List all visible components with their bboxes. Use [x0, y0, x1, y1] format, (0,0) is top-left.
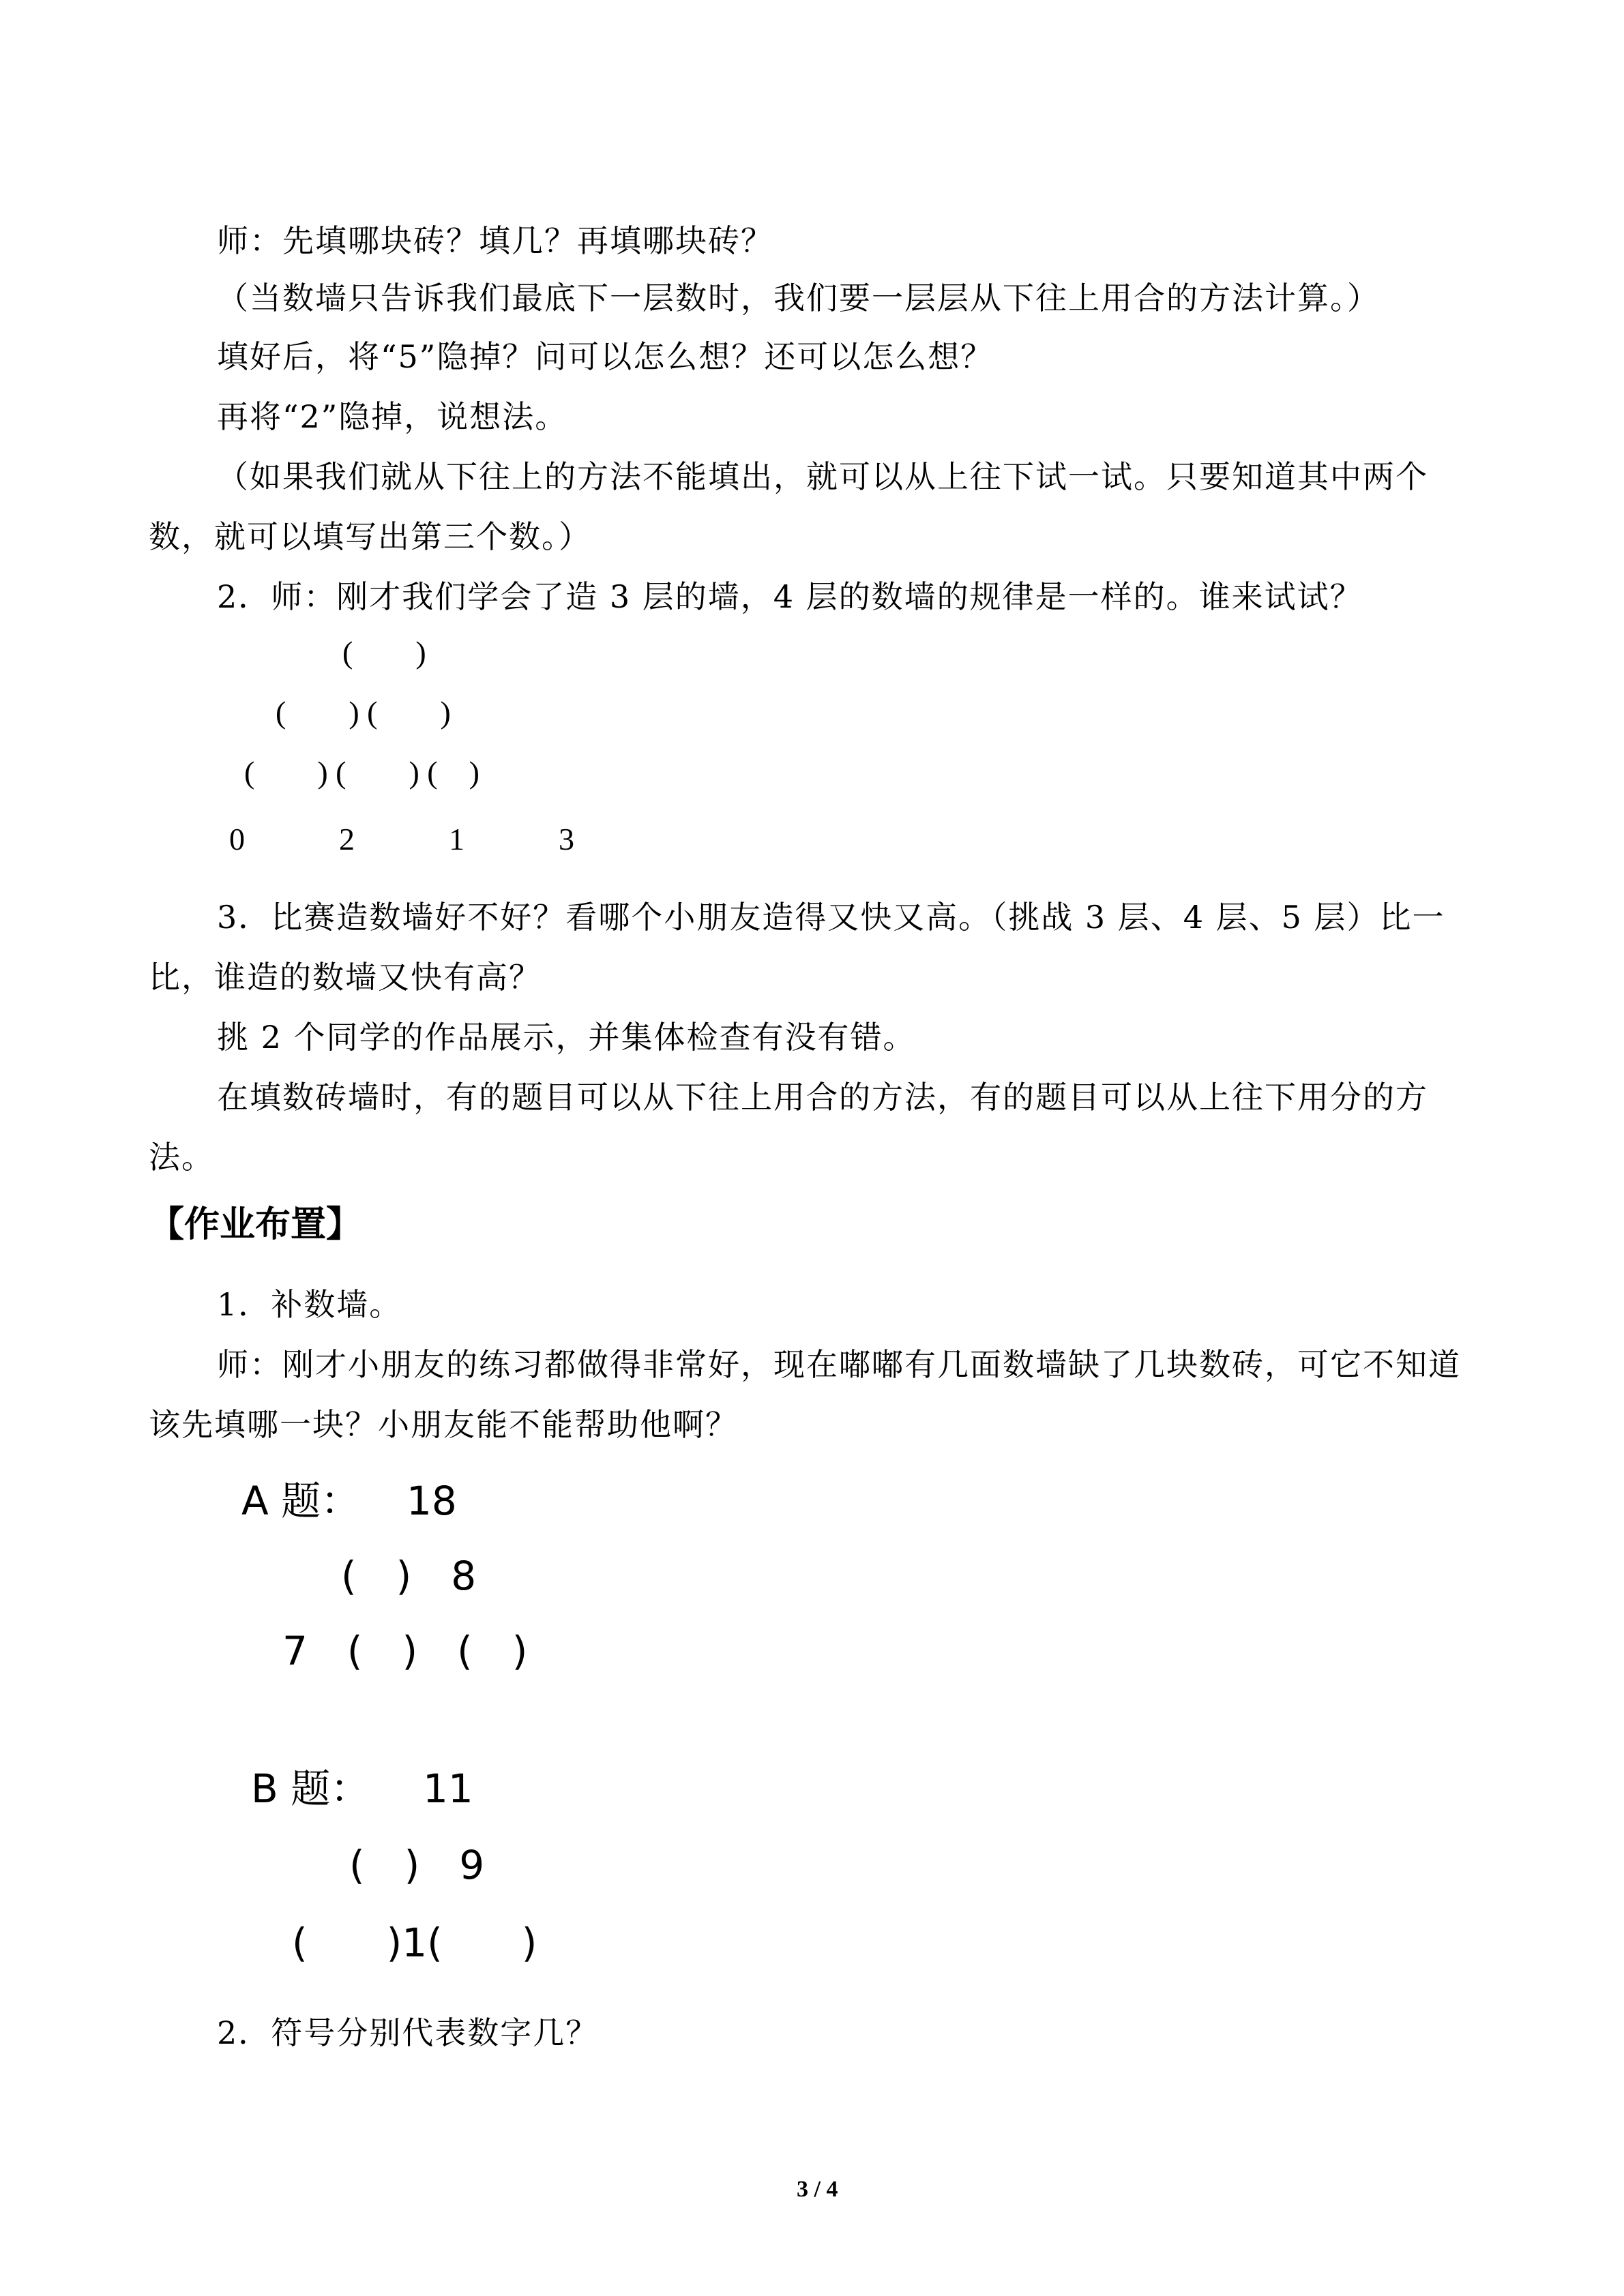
- wall4-row1: ( ): [342, 635, 426, 670]
- problem-a-row2: ( ) 8: [341, 1553, 477, 1599]
- wall4-row4: 0 2 1 3: [229, 822, 574, 856]
- paragraph-top-down-note-line2: 数，就可以填写出第三个数。）: [149, 518, 591, 555]
- paragraph-show-work: 挑 2 个同学的作品展示，并集体检查有没有错。: [217, 1019, 916, 1056]
- problem-b-label: B 题：: [251, 1765, 370, 1812]
- homework-item-1: 1．补数墙。: [217, 1286, 402, 1323]
- paragraph-methods-line2: 法。: [149, 1139, 214, 1176]
- wall4-row2: ( ) ( ): [276, 695, 451, 730]
- wall4-row3: ( ) ( ) ( ): [244, 755, 479, 790]
- homework-teacher-line1: 师：刚才小朋友的练习都做得非常好，现在嘟嘟有几面数墙缺了几块数砖，可它不知道: [217, 1346, 1461, 1383]
- paragraph-methods-line1: 在填数砖墙时，有的题目可以从下往上用合的方法，有的题目可以从上往下用分的方: [217, 1079, 1428, 1116]
- paragraph-four-layer-wall: 2．师：刚才我们学会了造 3 层的墙，4 层的数墙的规律是一样的。谁来试试？: [217, 578, 1363, 615]
- problem-a-label: A 题：: [241, 1478, 361, 1524]
- homework-item-2: 2．符号分别代表数字几？: [217, 2014, 599, 2051]
- homework-heading: 【作业布置】: [149, 1204, 362, 1245]
- paragraph-bottom-up-note: （当数墙只告诉我们最底下一层数时，我们要一层层从下往上用合的方法计算。）: [217, 280, 1380, 316]
- paragraph-competition-line2: 比，谁造的数墙又快有高？: [149, 959, 542, 996]
- paragraph-fill-question: 师：先填哪块砖？填几？再填哪块砖？: [217, 222, 773, 259]
- problem-b-top: 11: [423, 1765, 473, 1812]
- problem-a-top: 18: [407, 1478, 457, 1524]
- problem-a-row3: 7 ( ) ( ): [282, 1628, 528, 1674]
- paragraph-hide-2: 再将“2”隐掉，说想法。: [217, 398, 568, 435]
- paragraph-hide-5: 填好后，将“5”隐掉？问可以怎么想？还可以怎么想？: [217, 338, 994, 375]
- page-number: 3 / 4: [797, 2177, 838, 2202]
- problem-b-row2: ( ) 9: [349, 1842, 485, 1888]
- problem-b-row3: ( )1( ): [292, 1920, 537, 1966]
- homework-teacher-line2: 该先填哪一块？小朋友能不能帮助他啊？: [149, 1406, 738, 1443]
- paragraph-top-down-note-line1: （如果我们就从下往上的方法不能填出，就可以从上往下试一试。只要知道其中两个: [217, 458, 1428, 495]
- paragraph-competition-line1: 3．比赛造数墙好不好？看哪个小朋友造得又快又高。（挑战 3 层、4 层、5 层）比一: [217, 899, 1445, 936]
